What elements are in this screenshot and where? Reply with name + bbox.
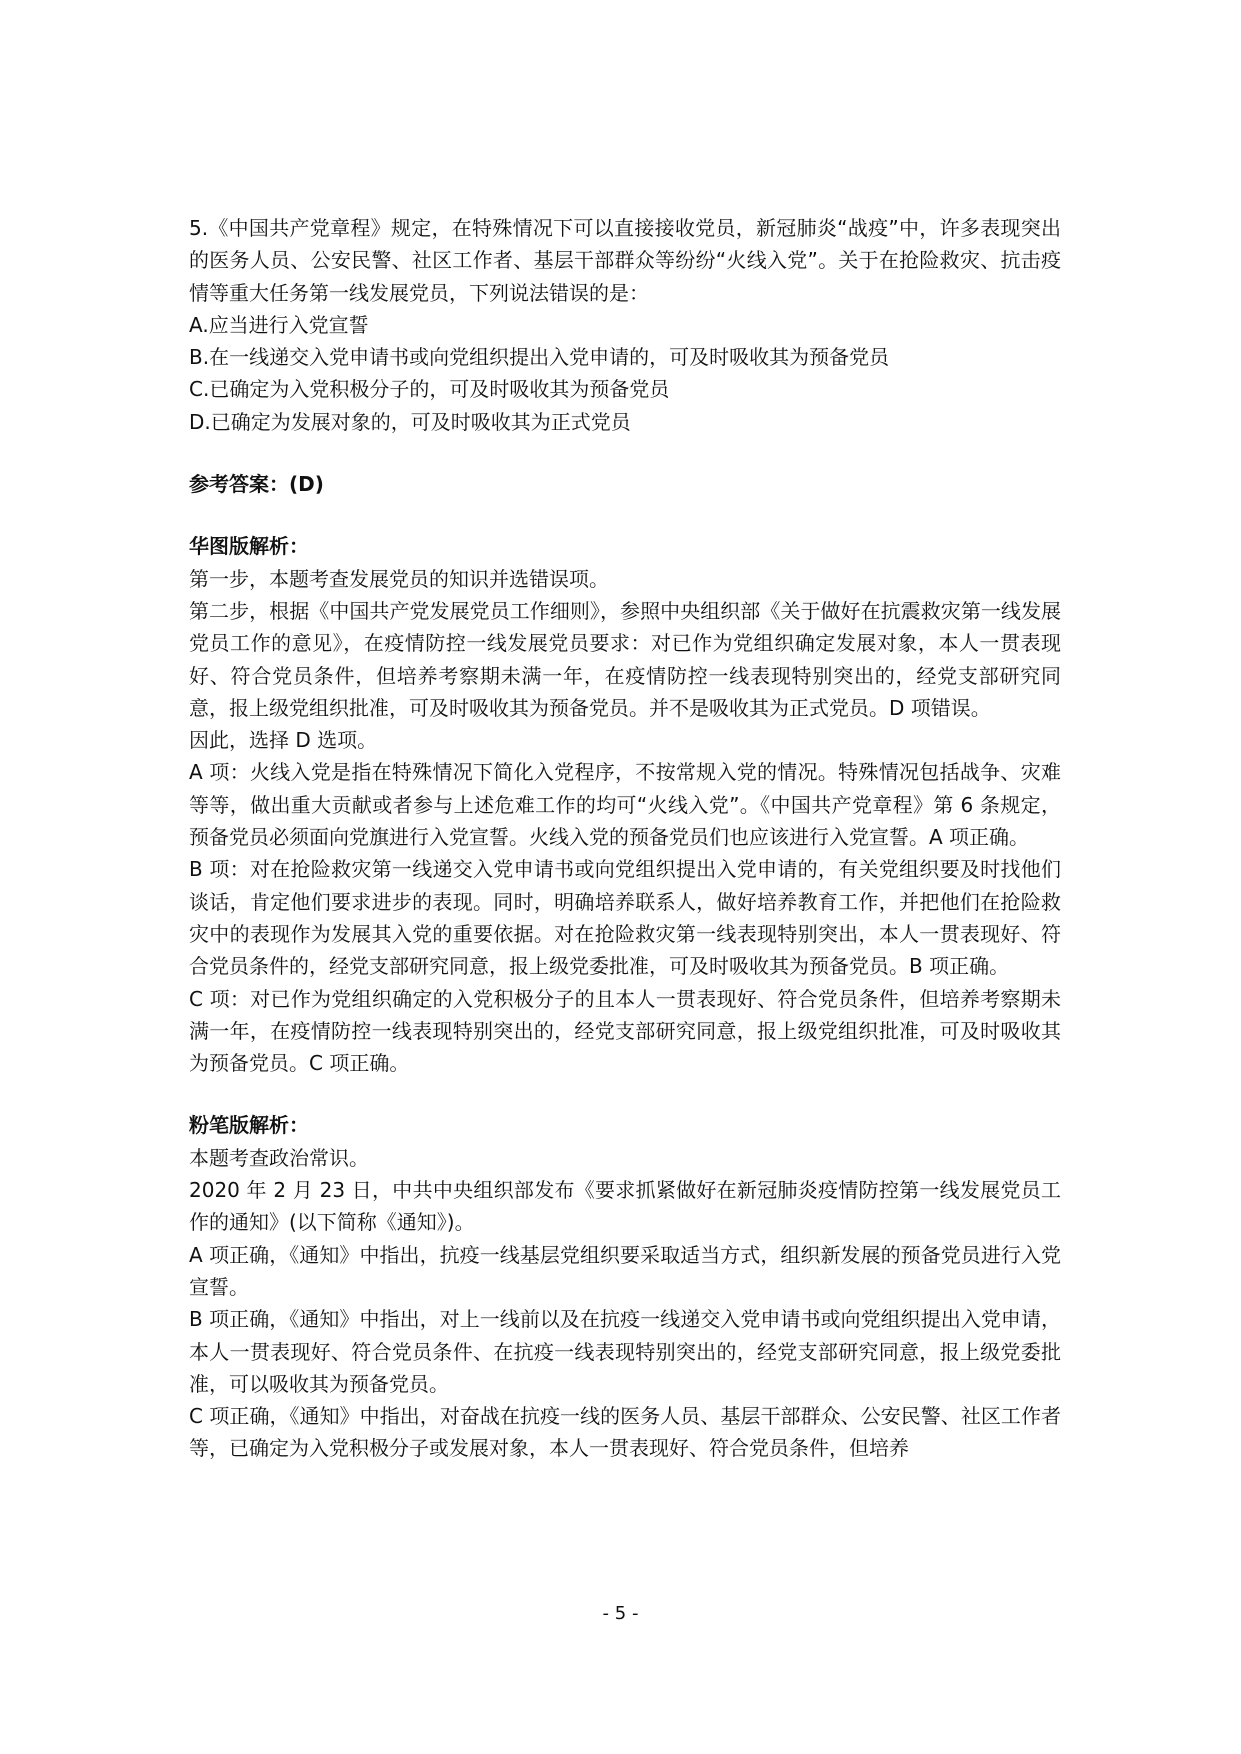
option-a: A.应当进行入党宣誓 <box>189 312 369 337</box>
spacer <box>189 500 1061 530</box>
fenbi-paragraph: 2020 年 2 月 23 日，中共中央组织部发布《要求抓紧做好在新冠肺炎疫情防控第一线发展党员工作的通知》(以下简称《通知》)。 <box>189 1178 1061 1235</box>
huatu-analysis-heading: 华图版解析： <box>189 534 309 559</box>
fenbi-paragraph: B 项正确，《通知》中指出，对上一线前以及在抗疫一线递交入党申请书或向党组织提出入党申请，本人一贯表现好、符合党员条件、在抗疫一线表现特别突出的，经党支部研究同意，报上级党委批准，可以吸收其为预备党员。 <box>189 1307 1061 1396</box>
huatu-paragraph: C 项：对已作为党组织确定的入党积极分子的且本人一贯表现好、符合党员条件，但培养考察期未满一年，在疫情防控一线表现特别突出的，经党支部研究同意，报上级党组织批准，可及时吸收其为预备党员。C 项正确。 <box>189 986 1061 1076</box>
huatu-paragraph: 第一步，本题考查发展党员的知识并选错误项。 <box>189 566 609 591</box>
page-number: - 5 - <box>602 1603 639 1624</box>
spacer <box>189 1079 1061 1109</box>
question-stem: 5.《中国共产党章程》规定，在特殊情况下可以直接接收党员，新冠肺炎“战疫”中，许多表现突出的医务人员、公安民警、社区工作者、基层干部群众等纷纷“火线入党”。关于在抢险救灾、抗击疫情等重大任务第一线发展党员，下列说法错误的是： <box>189 216 1061 305</box>
huatu-paragraph: B 项：对在抢险救灾第一线递交入党申请书或向党组织提出入党申请的，有关党组织要及时找他们谈话，肯定他们要求进步的表现。同时，明确培养联系人，做好培养教育工作，并把他们在抢险救灾中的表现作为发展其入党的重要依据。对在抢险救灾第一线表现特别突出，本人一贯表现好、符合党员条件的，经党支部研究同意，报上级党委批准，可及时吸收其为预备党员。B 项正确。 <box>189 857 1061 979</box>
fenbi-paragraph: 本题考查政治常识。 <box>189 1145 369 1170</box>
huatu-paragraph: 第二步，根据《中国共产党发展党员工作细则》，参照中央组织部《关于做好在抗震救灾第一线发展党员工作的意见》，在疫情防控一线发展党员要求：对已作为党组织确定发展对象，本人一贯表现好、符合党员条件，但培养考察期未满一年，在疫情防控一线表现特别突出的，经党支部研究同意，报上级党组织批准，可及时吸收其为预备党员。并不是吸收其为正式党员。D 项错误。 <box>189 598 1061 720</box>
fenbi-analysis-heading: 粉笔版解析： <box>189 1113 309 1138</box>
fenbi-paragraph: A 项正确，《通知》中指出，抗疫一线基层党组织要采取适当方式，组织新发展的预备党员进行入党宣誓。 <box>189 1242 1061 1299</box>
huatu-paragraph: A 项：火线入党是指在特殊情况下简化入党程序，不按常规入党的情况。特殊情况包括战争、灾难等等，做出重大贡献或者参与上述危难工作的均可“火线入党”。《中国共产党章程》第 6 条规定，预备党员必须面向党旗进行入党宣誓。火线入党的预备党员们也应该进行入党宣誓。A 项正确。 <box>189 760 1061 850</box>
document-body <box>189 212 1061 1465</box>
option-c: C.已确定为入党积极分子的，可及时吸收其为预备党员 <box>189 377 670 402</box>
spacer <box>189 438 1061 468</box>
option-d: D.已确定为发展对象的，可及时吸收其为正式党员 <box>189 409 631 434</box>
reference-answer: 参考答案：(D) <box>189 472 324 497</box>
huatu-paragraph: 因此，选择 D 选项。 <box>189 728 378 753</box>
option-b: B.在一线递交入党申请书或向党组织提出入党申请的，可及时吸收其为预备党员 <box>189 345 890 370</box>
fenbi-paragraph: C 项正确，《通知》中指出，对奋战在抗疫一线的医务人员、基层干部群众、公安民警、社区工作者等，已确定为入党积极分子或发展对象，本人一贯表现好、符合党员条件，但培养 <box>189 1404 1061 1461</box>
